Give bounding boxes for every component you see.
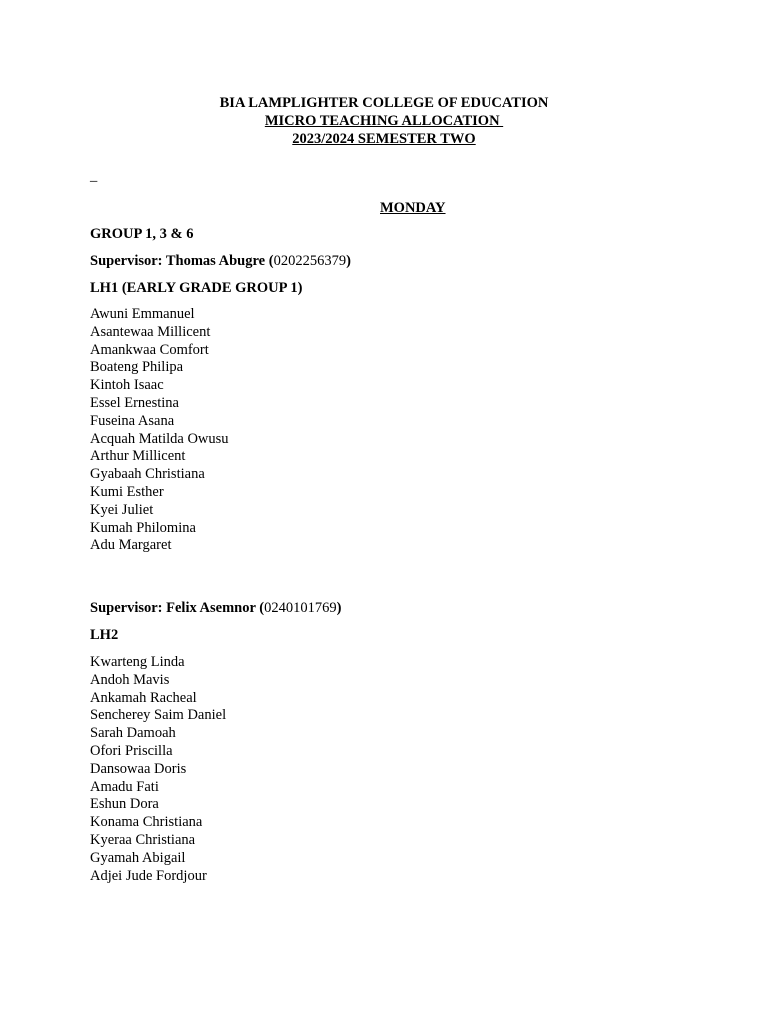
student-name: Amankwaa Comfort	[90, 341, 209, 358]
student-name: Konama Christiana	[90, 814, 203, 831]
day-heading: MONDAY	[380, 200, 446, 216]
student-name: Kumi Esther	[90, 483, 164, 500]
supervisor-2-label: Supervisor: Felix Asemnor (	[90, 600, 265, 616]
group-heading: GROUP 1, 3 & 6	[90, 226, 194, 242]
student-list-1	[90, 306, 229, 555]
supervisor-1-label: Supervisor: Thomas Abugre (	[90, 253, 274, 269]
student-name: Gyamah Abigail	[90, 849, 186, 866]
student-name: Sarah Damoah	[90, 725, 176, 742]
supervisor-2	[90, 600, 341, 617]
student-name: Kyeraa Christiana	[90, 831, 196, 848]
supervisor-1-phone: 0202256379	[273, 253, 347, 269]
document-title: MICRO TEACHING ALLOCATION	[264, 113, 500, 129]
student-name: Kintoh Isaac	[90, 377, 164, 394]
supervisor-2-close: )	[336, 600, 342, 616]
student-name: Kyei Juliet	[90, 501, 154, 518]
student-name: Dansowaa Doris	[90, 760, 187, 777]
supervisor-1-close: )	[346, 253, 351, 269]
document-header	[0, 94, 768, 148]
college-name: BIA LAMPLIGHTER COLLEGE OF EDUCATION	[219, 95, 549, 111]
student-name: Adu Margaret	[90, 537, 172, 554]
student-name: Amadu Fati	[90, 778, 159, 795]
student-name: Eshun Dora	[90, 796, 159, 813]
student-name: Adjei Jude Fordjour	[90, 867, 207, 884]
lecture-hall-1: LH1 (EARLY GRADE GROUP 1)	[90, 280, 303, 296]
student-name: Fuseina Asana	[90, 412, 175, 429]
student-name: Ankamah Racheal	[90, 689, 197, 706]
student-name: Awuni Emmanuel	[90, 306, 195, 322]
student-list-2	[90, 654, 226, 885]
student-name: Sencherey Saim Daniel	[90, 707, 227, 724]
lecture-hall-2: LH2	[90, 627, 119, 643]
student-name: Acquah Matilda Owusu	[90, 430, 229, 447]
semester-label: 2023/2024 SEMESTER TWO	[292, 131, 476, 147]
dash-mark: _	[90, 168, 98, 184]
student-name: Andoh Mavis	[90, 671, 170, 688]
student-name: Gyabaah Christiana	[90, 466, 205, 483]
supervisor-2-phone: 0240101769	[264, 600, 337, 616]
student-name: Essel Ernestina	[90, 394, 179, 411]
student-name: Ofori Priscilla	[90, 742, 173, 759]
supervisor-1	[90, 253, 351, 270]
student-name: Boateng Philipa	[90, 359, 184, 376]
student-name: Arthur Millicent	[90, 448, 186, 465]
student-name: Asantewaa Millicent	[90, 323, 211, 340]
student-name: Kumah Philomina	[90, 519, 196, 536]
student-name: Kwarteng Linda	[90, 654, 185, 670]
